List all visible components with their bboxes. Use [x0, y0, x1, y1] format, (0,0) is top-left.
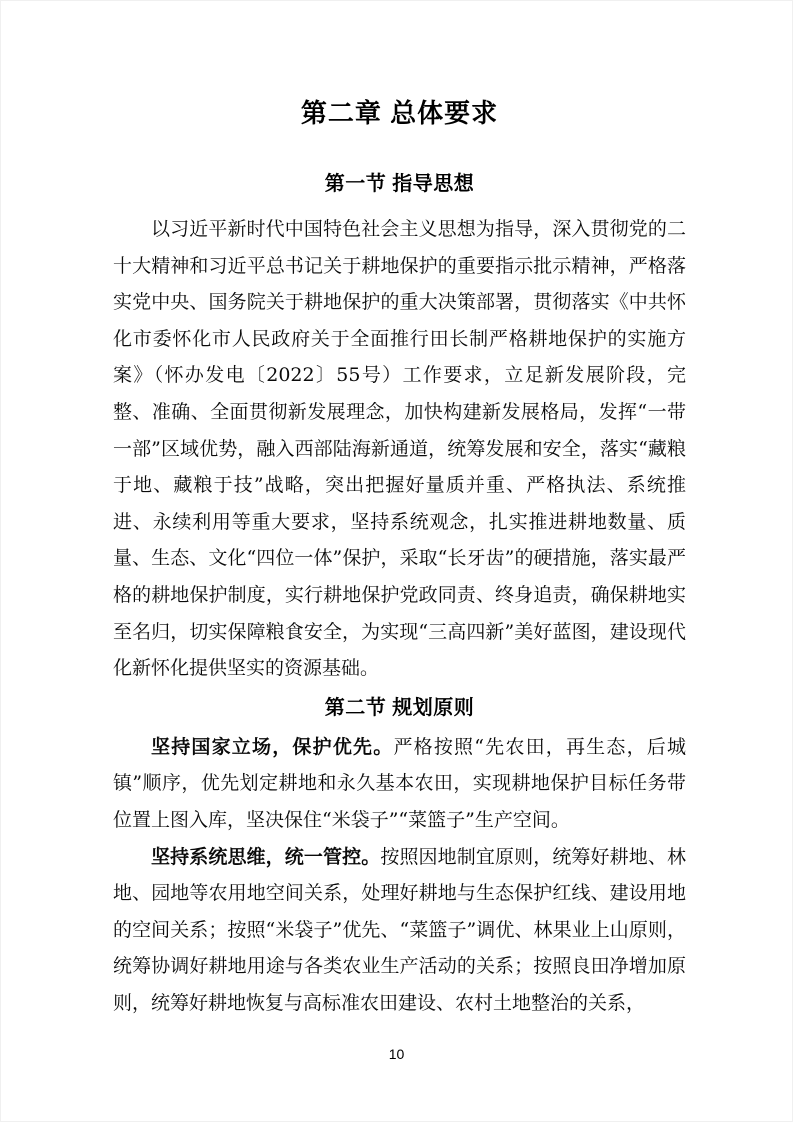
chapter-title: 第二章 总体要求 [300, 98, 499, 128]
paragraph-bold-lead: 坚持系统思维，统一管控。 [151, 845, 381, 868]
paragraph-guiding-ideology [113, 211, 686, 687]
paragraph-principle-national-position [113, 729, 686, 839]
section-heading-planning-principles: 第二节 规划原则 [324, 696, 475, 719]
paragraph-bold-lead: 坚持国家立场，保护优先。 [151, 735, 394, 758]
paragraph-text: 按照因地制宜原则，统筹好耕地、林地、园地等农用地空间关系，处理好耕地与生态保护红线、建设用地的空间关系；按照“米袋子”优先、“菜篮子”调优、林果业上山原则，统筹协调好耕地用途与各类农业生产活动的关系；按照良田净增加原则，统筹好耕地恢复与高标准农田建设、农村土地整治的关系， [113, 845, 686, 1014]
paragraph-text: 以习近平新时代中国特色社会主义思想为指导，深入贯彻党的二十大精神和习近平总书记关于耕地保护的重要指示批示精神，严格落实党中央、国务院关于耕地保护的重大决策部署，贯彻落实《中共怀化市委怀化市人民政府关于全面推行田长制严格耕地保护的实施方案》（怀办发电〔2022〕55号）工作要求，立足新发展阶段，完整、准确、全面贯彻新发展理念，加快构建新发展格局，发挥“一带一部”区域优势，融入西部陆海新通道，统筹发展和安全，落实“藏粮于地、藏粮于技”战略，突出把握好量质并重、严格执法、系统推进、永续利用等重大要求，坚持系统观念，扎实推进耕地数量、质量、生态、文化“四位一体”保护，采取“长牙齿”的硬措施，落实最严格的耕地保护制度，实行耕地保护党政同责、终身追责，确保耕地实至名归，切实保障粮食安全，为实现“三高四新”美好蓝图，建设现代化新怀化提供坚实的资源基础。 [113, 218, 686, 680]
page-content [113, 1, 686, 1021]
paragraph-principle-system-thinking [113, 839, 686, 1022]
page-number: 10 [388, 1046, 405, 1062]
paragraph-text: 严格按照“先农田，再生态，后城镇”顺序，优先划定耕地和永久基本农田，实现耕地保护目标任务带位置上图入库，坚决保住“米袋子”“菜篮子”生产空间。 [113, 735, 686, 831]
section-heading-guiding-ideology: 第一节 指导思想 [324, 173, 475, 195]
